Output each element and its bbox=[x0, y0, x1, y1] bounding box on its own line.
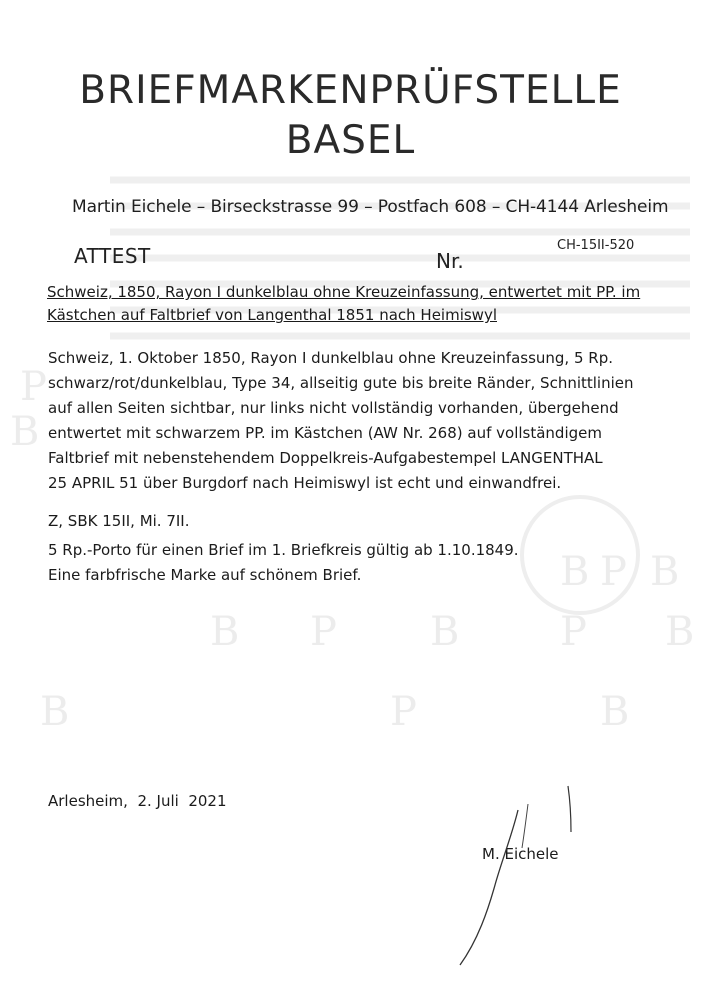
description-line: Faltbrief mit nebenstehendem Doppelkreis-Aufgabestempel LANGENTHAL bbox=[48, 449, 603, 467]
svg-text:B: B bbox=[650, 549, 680, 595]
subject-heading: Schweiz, 1850, Rayon I dunkelblau ohne Kreuzeinfassung, entwertet mit PP. im Kästchen auf Faltbrief von Langenthal 1851 nach Heimiswyl bbox=[47, 283, 641, 324]
certificate-number: CH-15II-520 bbox=[557, 238, 635, 253]
svg-text:P: P bbox=[310, 609, 337, 655]
svg-text:P: P bbox=[390, 689, 417, 735]
porto-note: 5 Rp.-Porto für einen Brief im 1. Briefkreis gültig ab 1.10.1849. bbox=[48, 541, 519, 559]
company-city: BASEL bbox=[285, 118, 416, 163]
attest-label: ATTEST bbox=[74, 244, 151, 268]
svg-text:B: B bbox=[40, 689, 70, 735]
description-line: auf allen Seiten sichtbar, nur links nicht vollständig vorhanden, übergehend bbox=[48, 399, 619, 417]
svg-text:B: B bbox=[10, 409, 40, 455]
description-line: schwarz/rot/dunkelblau, Type 34, allseitig gute bis breite Ränder, Schnittlinien bbox=[48, 374, 634, 392]
catalog-reference: Z, SBK 15II, Mi. 7II. bbox=[48, 512, 190, 530]
place-date: Arlesheim, 2. Juli 2021 bbox=[48, 792, 227, 810]
company-title: BRIEFMARKENPRÜFSTELLE bbox=[79, 68, 622, 113]
svg-text:P: P bbox=[560, 609, 587, 655]
svg-text:B: B bbox=[600, 689, 630, 735]
svg-text:B: B bbox=[665, 609, 695, 655]
description bbox=[48, 346, 673, 496]
svg-text:B: B bbox=[560, 549, 590, 595]
svg-text:P: P bbox=[20, 364, 47, 410]
description-line: Schweiz, 1. Oktober 1850, Rayon I dunkelblau ohne Kreuzeinfassung, 5 Rp. bbox=[48, 349, 613, 367]
condition-remark: Eine farbfrische Marke auf schönem Brief. bbox=[48, 566, 362, 584]
signer-name: M. Eichele bbox=[482, 845, 559, 863]
handwritten-signature bbox=[440, 780, 590, 970]
notes bbox=[48, 509, 519, 588]
nr-label: Nr. bbox=[436, 249, 464, 273]
svg-text:B: B bbox=[210, 609, 240, 655]
svg-text:B: B bbox=[430, 609, 460, 655]
svg-text:P: P bbox=[600, 549, 627, 595]
address-line: Martin Eichele – Birseckstrasse 99 – Postfach 608 – CH-4144 Arlesheim bbox=[72, 197, 669, 217]
description-line: 25 APRIL 51 über Burgdorf nach Heimiswyl ist echt und einwandfrei. bbox=[48, 474, 562, 492]
description-line: entwertet mit schwarzem PP. im Kästchen (AW Nr. 268) auf vollständigem bbox=[48, 424, 602, 442]
